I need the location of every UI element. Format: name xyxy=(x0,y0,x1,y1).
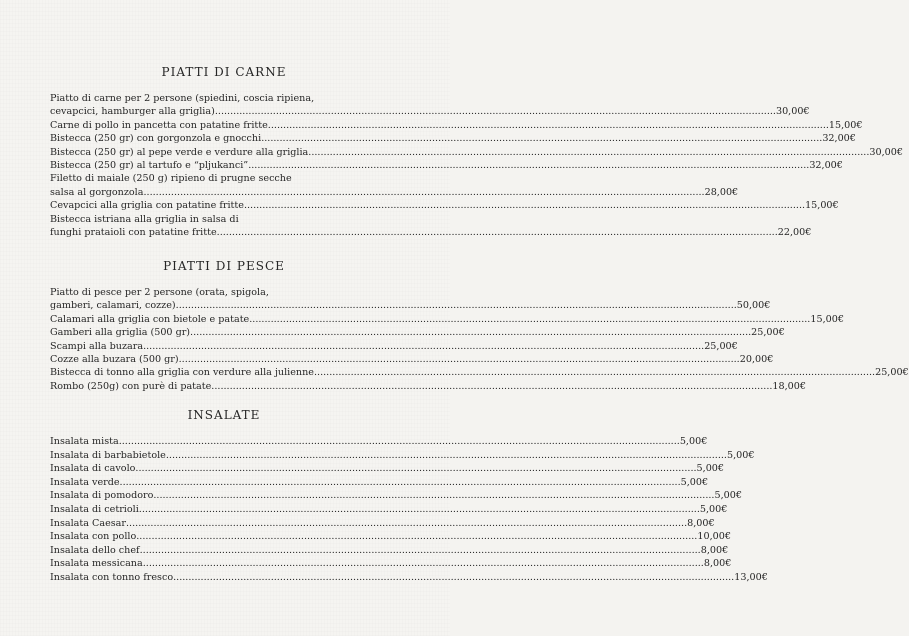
menu-item-line xyxy=(50,530,731,544)
dot-leader xyxy=(153,489,714,503)
menu-item-line xyxy=(50,199,839,212)
menu-item-name: gamberi, calamari, cozze) xyxy=(50,300,176,312)
menu-item-price: 30,00€ xyxy=(775,106,810,118)
menu-item xyxy=(50,517,715,531)
menu-item-price: 13,00€ xyxy=(734,571,768,583)
menu-item-price: 15,00€ xyxy=(828,119,863,131)
menu-item-name: Insalata messicana xyxy=(50,558,143,570)
menu-item-price: 10,00€ xyxy=(697,531,731,543)
menu-item-price: 5,00€ xyxy=(680,476,709,488)
menu-item xyxy=(50,119,863,132)
menu-item xyxy=(50,326,785,339)
menu-item xyxy=(50,199,839,212)
dot-leader xyxy=(120,476,681,490)
menu-item xyxy=(50,380,806,393)
menu-item-name: Carne di pollo in pancetta con patatine fritte xyxy=(50,119,268,131)
menu-item-name: Insalata di cavolo xyxy=(50,463,136,475)
menu-item-line xyxy=(50,326,785,339)
section-title: PIATTI DI CARNE xyxy=(161,65,287,79)
menu-item-price: 18,00€ xyxy=(772,380,806,392)
menu-item-line xyxy=(50,571,768,585)
menu-item-price: 32,00€ xyxy=(822,133,856,145)
menu-item xyxy=(50,213,812,240)
menu-item-line xyxy=(50,462,725,476)
dot-leader xyxy=(176,299,737,312)
menu-item-line xyxy=(50,517,715,531)
menu-item-line xyxy=(50,544,729,558)
menu-item-name: Insalata Caesar xyxy=(50,517,126,529)
menu-item xyxy=(50,489,742,503)
menu-items xyxy=(50,435,768,585)
menu-item-line xyxy=(50,380,806,393)
menu-item-line xyxy=(50,340,738,353)
dot-leader xyxy=(179,353,740,366)
dot-leader xyxy=(261,132,822,145)
menu-item-price: 8,00€ xyxy=(700,544,729,556)
menu-item-name: Insalata di barbabietole xyxy=(50,449,166,461)
dot-leader xyxy=(249,313,810,326)
menu-item-name: Rombo (250g) con purè di patate xyxy=(50,380,212,392)
menu-item-name: Cevapcici alla griglia con patatine fritte xyxy=(50,200,244,212)
menu-item-price: 25,00€ xyxy=(704,340,738,352)
menu-item xyxy=(50,435,708,449)
menu-item xyxy=(50,557,732,571)
menu-item-line xyxy=(50,557,732,571)
dot-leader xyxy=(314,366,875,379)
dot-leader xyxy=(136,530,697,544)
menu-item xyxy=(50,449,755,463)
dot-leader xyxy=(119,435,680,449)
menu-item-name: Insalata di pomodoro xyxy=(50,490,154,502)
menu-item-price: 15,00€ xyxy=(810,313,844,325)
menu-item-name: Gamberi alla griglia (500 gr) xyxy=(50,327,191,339)
menu-item-line xyxy=(50,476,709,490)
dot-leader xyxy=(139,503,700,517)
dot-leader xyxy=(211,380,772,393)
menu-item-description: Piatto di carne per 2 persone (spiedini, coscia ripiena, xyxy=(50,93,315,104)
menu-item xyxy=(50,476,709,490)
menu-item xyxy=(50,366,909,379)
dot-leader xyxy=(215,105,776,118)
menu-item-line xyxy=(50,299,771,312)
menu-item-price: 8,00€ xyxy=(687,517,715,529)
menu-item-line xyxy=(50,366,909,379)
menu-item xyxy=(50,571,768,585)
menu-item-name: Insalata verde xyxy=(50,476,120,488)
menu-item-line xyxy=(50,159,843,172)
menu-item-price: 25,00€ xyxy=(875,367,909,379)
menu-item-description: Bistecca istriana alla griglia in salsa di xyxy=(50,213,239,225)
menu-item-description: Filetto di maiale (250 g) ripieno di prugne secche xyxy=(50,173,292,185)
menu-item xyxy=(50,172,739,199)
menu-item-line xyxy=(50,119,863,132)
section-insalate xyxy=(50,407,768,585)
menu-item xyxy=(50,340,738,353)
section-piatti-di-carne xyxy=(50,64,903,239)
dot-leader xyxy=(244,199,805,212)
menu-item-price: 28,00€ xyxy=(704,186,739,198)
menu-item-line xyxy=(50,353,774,366)
menu-item-name: Insalata mista xyxy=(50,436,119,447)
menu-item-name: Bistecca di tonno alla griglia con verdure alla julienne xyxy=(50,367,314,379)
dot-leader xyxy=(143,340,704,353)
menu-item-name: Cozze alla buzara (500 gr) xyxy=(50,354,179,366)
dot-leader xyxy=(248,159,809,172)
menu-item xyxy=(50,544,729,558)
menu-item-name: Bistecca (250 gr) al tartufo e “pljukanci” xyxy=(50,160,249,172)
menu-item-price: 5,00€ xyxy=(696,463,725,475)
menu-item-price: 25,00€ xyxy=(751,327,785,339)
menu-item-line xyxy=(50,449,755,463)
menu-item-line xyxy=(50,489,742,503)
menu-item xyxy=(50,353,774,366)
menu-item-price: 5,00€ xyxy=(679,436,708,447)
section-title: PIATTI DI PESCE xyxy=(163,259,285,273)
menu-item xyxy=(50,530,731,544)
section-title: INSALATE xyxy=(187,408,261,422)
menu-item-price: 50,00€ xyxy=(736,300,771,312)
menu-item-price: 30,00€ xyxy=(869,146,903,158)
section-piatti-di-pesce xyxy=(50,258,909,393)
menu-item-line xyxy=(50,146,903,159)
menu-item-line xyxy=(50,313,844,326)
menu-item-description: Piatto di pesce per 2 persone (orata, spigola, xyxy=(50,287,269,298)
menu-item-price: 22,00€ xyxy=(777,227,812,239)
menu-item xyxy=(50,159,843,172)
dot-leader xyxy=(268,119,829,132)
dot-leader xyxy=(217,226,778,239)
menu-items xyxy=(50,92,903,239)
dot-leader xyxy=(143,557,704,571)
menu-item-line xyxy=(50,435,708,449)
menu-item-name: Bistecca (250 gr) al pepe verde e verdure alla griglia xyxy=(50,146,309,158)
dot-leader xyxy=(173,571,734,585)
menu-item-line xyxy=(50,226,812,239)
dot-leader xyxy=(126,517,687,531)
menu-item-name: Bistecca (250 gr) con gorgonzola e gnocchi xyxy=(50,133,262,145)
menu-item-price: 5,00€ xyxy=(726,449,755,461)
menu-item-name: Insalata con tonno fresco xyxy=(50,571,174,583)
menu-item xyxy=(50,146,903,159)
menu-item-price: 20,00€ xyxy=(739,354,774,366)
menu-item xyxy=(50,286,771,313)
menu-item-price: 15,00€ xyxy=(805,200,839,212)
menu-item-name: funghi prataioli con patatine fritte xyxy=(50,227,217,239)
menu-item-line xyxy=(50,105,810,118)
menu-item xyxy=(50,313,844,326)
menu-item-price: 5,00€ xyxy=(714,490,742,502)
menu-item xyxy=(50,92,810,119)
dot-leader xyxy=(166,449,727,463)
menu-item-name: cevapcici, hamburger alla griglia) xyxy=(50,106,215,118)
menu-item xyxy=(50,503,728,517)
menu-item-line xyxy=(50,132,856,145)
menu-item-name: Scampi alla buzara xyxy=(50,340,144,352)
dot-leader xyxy=(135,462,696,476)
menu-item xyxy=(50,462,725,476)
menu-item-line xyxy=(50,186,739,199)
dot-leader xyxy=(140,544,701,558)
menu-item-name: Insalata dello chef xyxy=(50,544,140,556)
menu-item-name: salsa al gorgonzola xyxy=(50,186,144,198)
menu-item-price: 5,00€ xyxy=(699,503,728,515)
menu-item xyxy=(50,132,856,145)
dot-leader xyxy=(190,326,751,339)
menu-item-price: 8,00€ xyxy=(703,558,732,570)
menu-item-name: Calamari alla griglia con bietole e patate xyxy=(50,313,250,325)
dot-leader xyxy=(143,186,704,199)
menu-item-name: Insalata di cetrioli xyxy=(50,503,139,515)
menu-item-name: Insalata con pollo xyxy=(50,531,137,543)
dot-leader xyxy=(308,146,869,159)
menu-item-price: 32,00€ xyxy=(809,160,843,172)
menu-items xyxy=(50,286,909,393)
menu-item-line xyxy=(50,503,728,517)
